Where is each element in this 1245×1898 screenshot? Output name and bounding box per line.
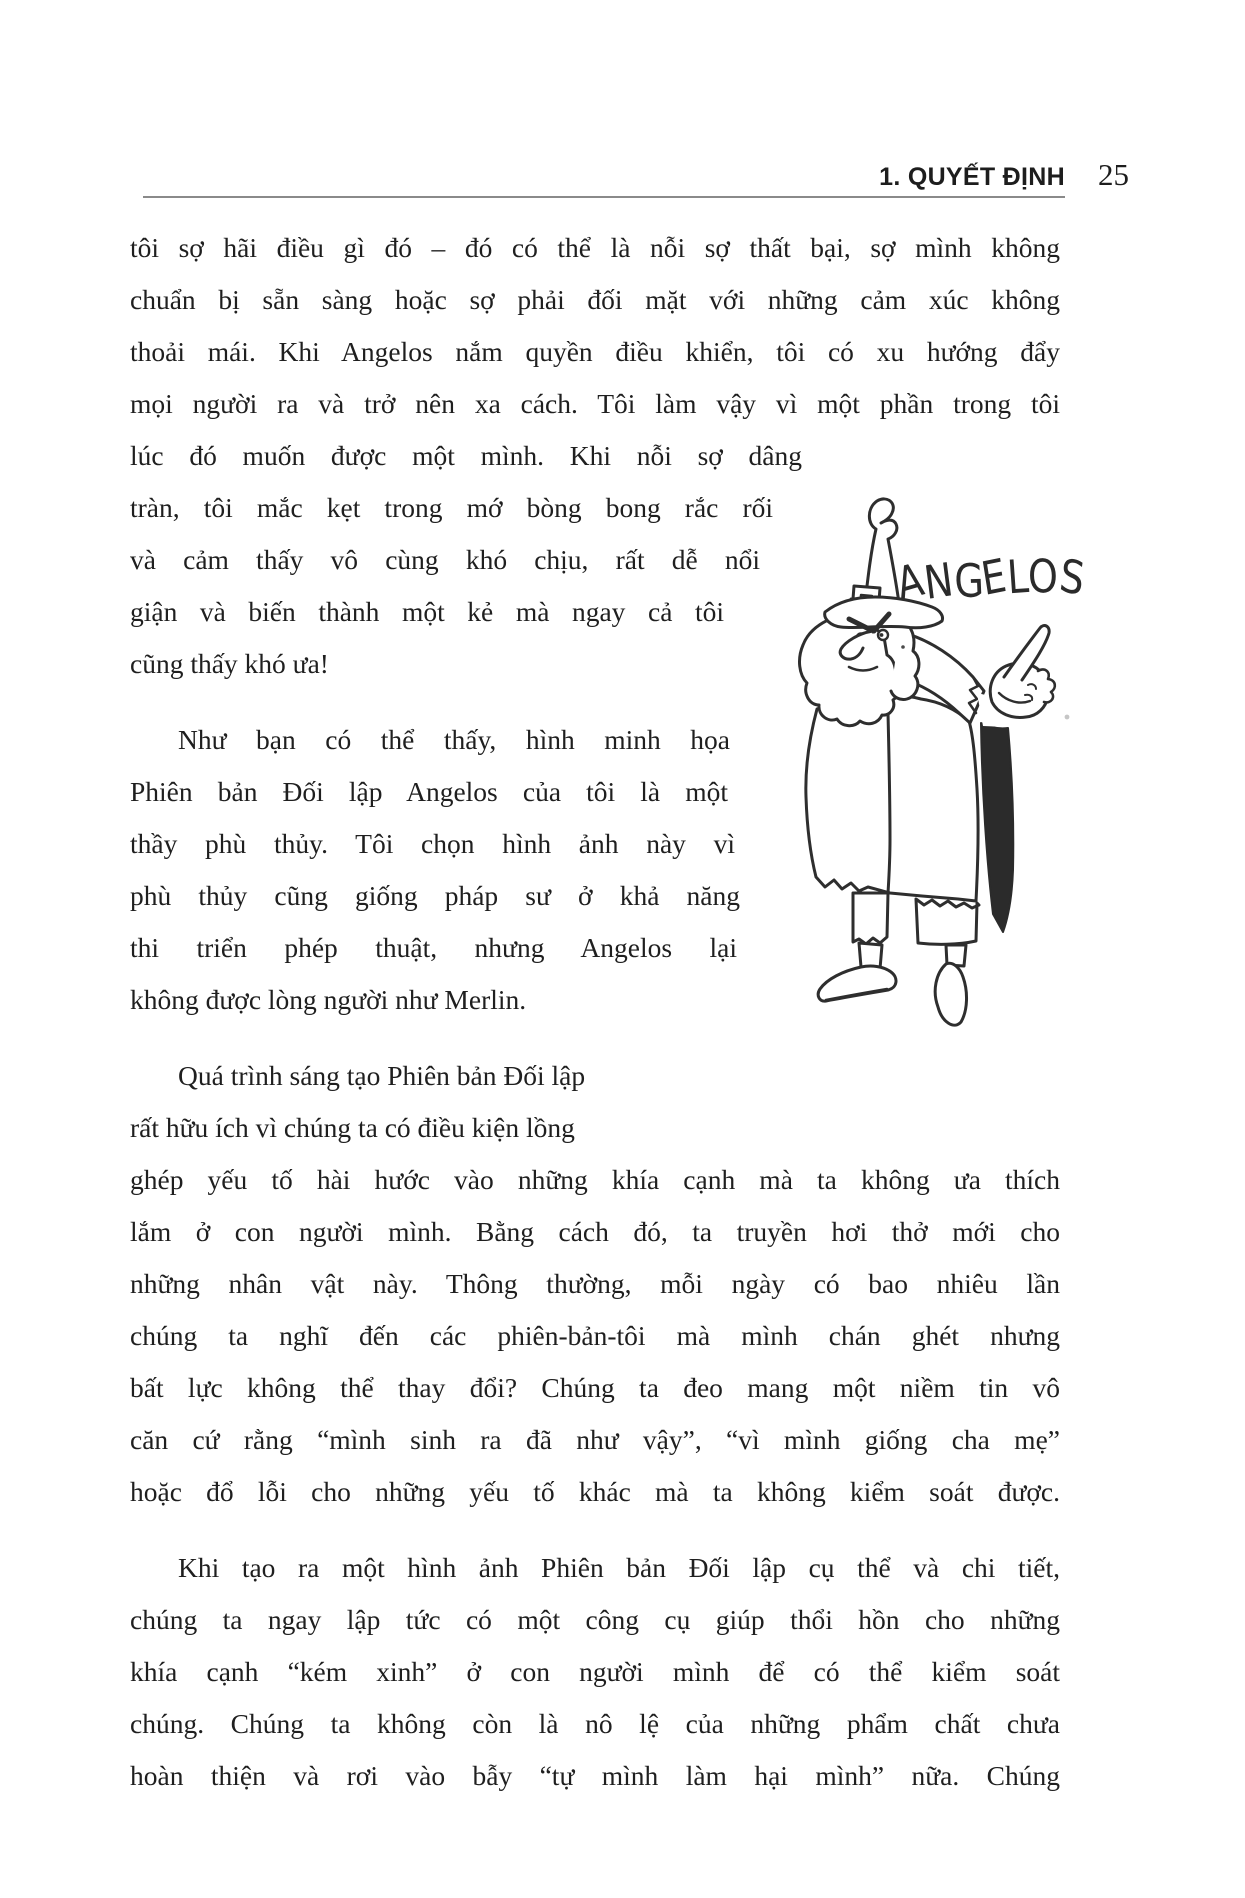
text-line: Như bạn có thể thấy, hình minh họa: [178, 724, 730, 755]
text-line: Khi tạo ra một hình ảnh Phiên bản Đối lập cụ thể và chi tiết,: [178, 1552, 1060, 1583]
cloak-shape: [981, 723, 1013, 932]
text-line: khía cạnh “kém xinh” ở con người mình để có thể kiểm soát: [130, 1656, 1060, 1687]
header-rule: [143, 196, 1065, 198]
text-line: lắm ở con người mình. Bằng cách đó, ta truyền hơi thở mới cho: [130, 1216, 1060, 1247]
text-line: tôi sợ hãi điều gì đó – đó có thể là nỗi sợ thất bại, sợ mình không: [130, 232, 1060, 263]
text-line: Quá trình sáng tạo Phiên bản Đối lập: [178, 1060, 586, 1091]
text-line: mọi người ra và trở nên xa cách. Tôi làm vậy vì một phần trong tôi: [130, 388, 1060, 419]
text-line: những nhân vật này. Thông thường, mỗi ngày có bao nhiêu lần: [130, 1268, 1060, 1299]
text-line: chúng. Chúng ta không còn là nô lệ của những phẩm chất chưa: [130, 1708, 1060, 1739]
text-line: không được lòng người như Merlin.: [130, 984, 527, 1015]
text-line: bất lực không thể thay đổi? Chúng ta đeo mang một niềm tin vô: [130, 1372, 1060, 1403]
page-number: 25: [1098, 157, 1129, 192]
text-line: tràn, tôi mắc kẹt trong mớ bòng bong rắc rối: [130, 492, 773, 523]
left-shoe-shape: [818, 966, 896, 1001]
paragraph: [130, 1542, 1060, 1802]
text-line: rất hữu ích vì chúng ta có điều kiện lồng: [130, 1112, 575, 1143]
text-line: Phiên bản Đối lập Angelos của tôi là một: [130, 776, 728, 807]
text-line: phù thủy cũng giống pháp sư ở khả năng: [130, 880, 740, 911]
text-line: căn cứ rằng “mình sinh ra đã như vậy”, “vì mình giống cha mẹ”: [130, 1424, 1060, 1455]
right-shoe-shape: [935, 963, 966, 1025]
text-line: cũng thấy khó ưa!: [130, 648, 329, 679]
angelos-label: ANGELOS: [890, 547, 1095, 612]
wizard-illustration: [795, 495, 1095, 1035]
text-line: và cảm thấy vô cùng khó chịu, rất dễ nổi: [130, 544, 760, 575]
text-line: thầy phù thủy. Tôi chọn hình ảnh này vì: [130, 828, 735, 859]
text-line: hoặc đổ lỗi cho những yếu tố khác mà ta không kiểm soát được.: [130, 1476, 1060, 1507]
hair-shape: [891, 619, 919, 700]
text-line: giận và biến thành một kẻ mà ngay cả tôi: [130, 596, 724, 627]
wizard-angelos-icon: [795, 495, 1095, 1035]
chapter-header: 1. QUYẾT ĐỊNH: [879, 163, 1065, 191]
text-line: thi triển phép thuật, nhưng Angelos lại: [130, 932, 737, 963]
text-line: thoải mái. Khi Angelos nắm quyền điều khiển, tôi có xu hướng đẩy: [130, 336, 1060, 367]
text-line: chúng ta nghĩ đến các phiên-bản-tôi mà mình chán ghét nhưng: [130, 1320, 1060, 1351]
text-line: lúc đó muốn được một mình. Khi nỗi sợ dâng: [130, 440, 802, 471]
text-line: ghép yếu tố hài hước vào những khía cạnh mà ta không ưa thích: [130, 1164, 1060, 1195]
text-line: hoàn thiện và rơi vào bẫy “tự mình làm hại mình” nữa. Chúng: [130, 1760, 1060, 1791]
text-line: chúng ta ngay lập tức có một công cụ giúp thổi hồn cho những: [130, 1604, 1060, 1635]
robe-shape: [806, 695, 978, 901]
paragraph: [130, 1050, 1060, 1518]
text-line: chuẩn bị sẵn sàng hoặc sợ phải đối mặt với những cảm xúc không: [130, 284, 1060, 315]
